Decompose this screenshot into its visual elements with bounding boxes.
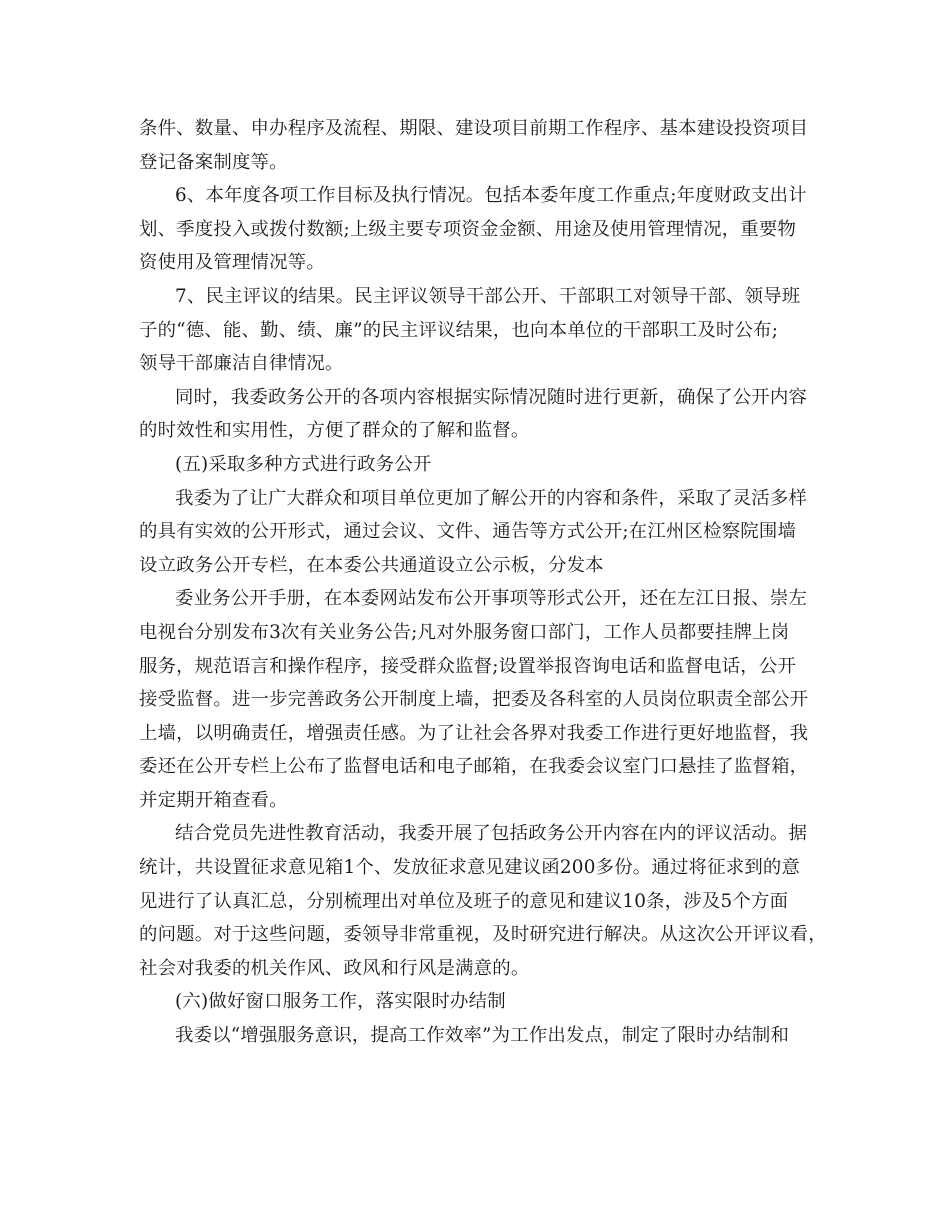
text-line: 我委为了让广大群众和项目单位更加了解公开的内容和条件，采取了灵活多样 <box>175 487 808 509</box>
text-line: 并定期开箱查看。 <box>139 789 288 811</box>
text-line: 上墙，以明确责任，增强责任感。为了让社会各界对我委工作进行更好地监督，我 <box>139 722 809 744</box>
text-line: 服务，规范语言和操作程序，接受群众监督;设置举报咨询电话和监督电话，公开 <box>139 655 797 677</box>
text-line: 的具有实效的公开形式，通过会议、文件、通告等方式公开;在江州区检察院围墙 <box>139 521 797 543</box>
text-line: 领导干部廉洁自律情况。 <box>139 353 344 375</box>
text-line: 电视台分别发布3次有关业务公告;凡对外服务窗口部门，工作人员都要挂牌上岗 <box>139 621 790 643</box>
text-line: 登记备案制度等。 <box>139 151 288 173</box>
text-line: 子的“德、能、勤、绩、廉”的民主评议结果，也向本单位的干部职工及时公布; <box>139 319 779 341</box>
text-line: 7、民主评议的结果。民主评议领导干部公开、干部职工对领导干部、领导班 <box>175 285 801 307</box>
text-line: 统计，共设置征求意见箱1个、发放征求意见建议函200多份。通过将征求到的意 <box>139 857 801 879</box>
text-line: 结合党员先进性教育活动，我委开展了包括政务公开内容在内的评议活动。据 <box>175 823 808 845</box>
text-line: 条件、数量、申办程序及流程、期限、建设项目前期工作程序、基本建设投资项目 <box>139 118 809 139</box>
text-line: 委业务公开手册，在本委网站发布公开事项等形式公开，还在左江日报、崇左 <box>175 588 808 610</box>
text-line: (六)做好窗口服务工作，落实限时办结制 <box>175 991 506 1013</box>
text-line: 设立政务公开专栏，在本委公共通道设立公示板，分发本 <box>139 554 604 576</box>
text-line: 6、本年度各项工作目标及执行情况。包括本委年度工作重点;年度财政支出计 <box>175 185 807 207</box>
text-line: 见进行了认真汇总，分别梳理出对单位及班子的意见和建议10条，涉及5个方面 <box>139 890 789 912</box>
text-line: 划、季度投入或拨付数额;上级主要专项资金金额、用途及使用管理情况，重要物 <box>139 218 797 240</box>
text-line: 同时，我委政务公开的各项内容根据实际情况随时进行更新，确保了公开内容 <box>175 386 808 408</box>
text-line: 资使用及管理情况等。 <box>139 252 325 274</box>
text-line: 委还在公开专栏上公布了监督电话和电子邮箱，在我委会议室门口悬挂了监督箱， <box>139 756 809 778</box>
text-line: 的问题。对于这些问题，委领导非常重视，及时研究进行解决。从这次公开评议看， <box>139 924 827 946</box>
text-line: 社会对我委的机关作风、政风和行风是满意的。 <box>139 957 530 979</box>
text-line: (五)采取多种方式进行政务公开 <box>175 453 432 475</box>
document-body <box>139 112 829 1053</box>
text-line: 接受监督。进一步完善政务公开制度上墙，把委及各科室的人员岗位职责全部公开 <box>139 689 809 711</box>
text-line: 的时效性和实用性，方便了群众的了解和监督。 <box>139 420 530 442</box>
text-line: 我委以“增强服务意识，提高工作效率”为工作出发点，制定了限时办结制和 <box>175 1025 790 1047</box>
